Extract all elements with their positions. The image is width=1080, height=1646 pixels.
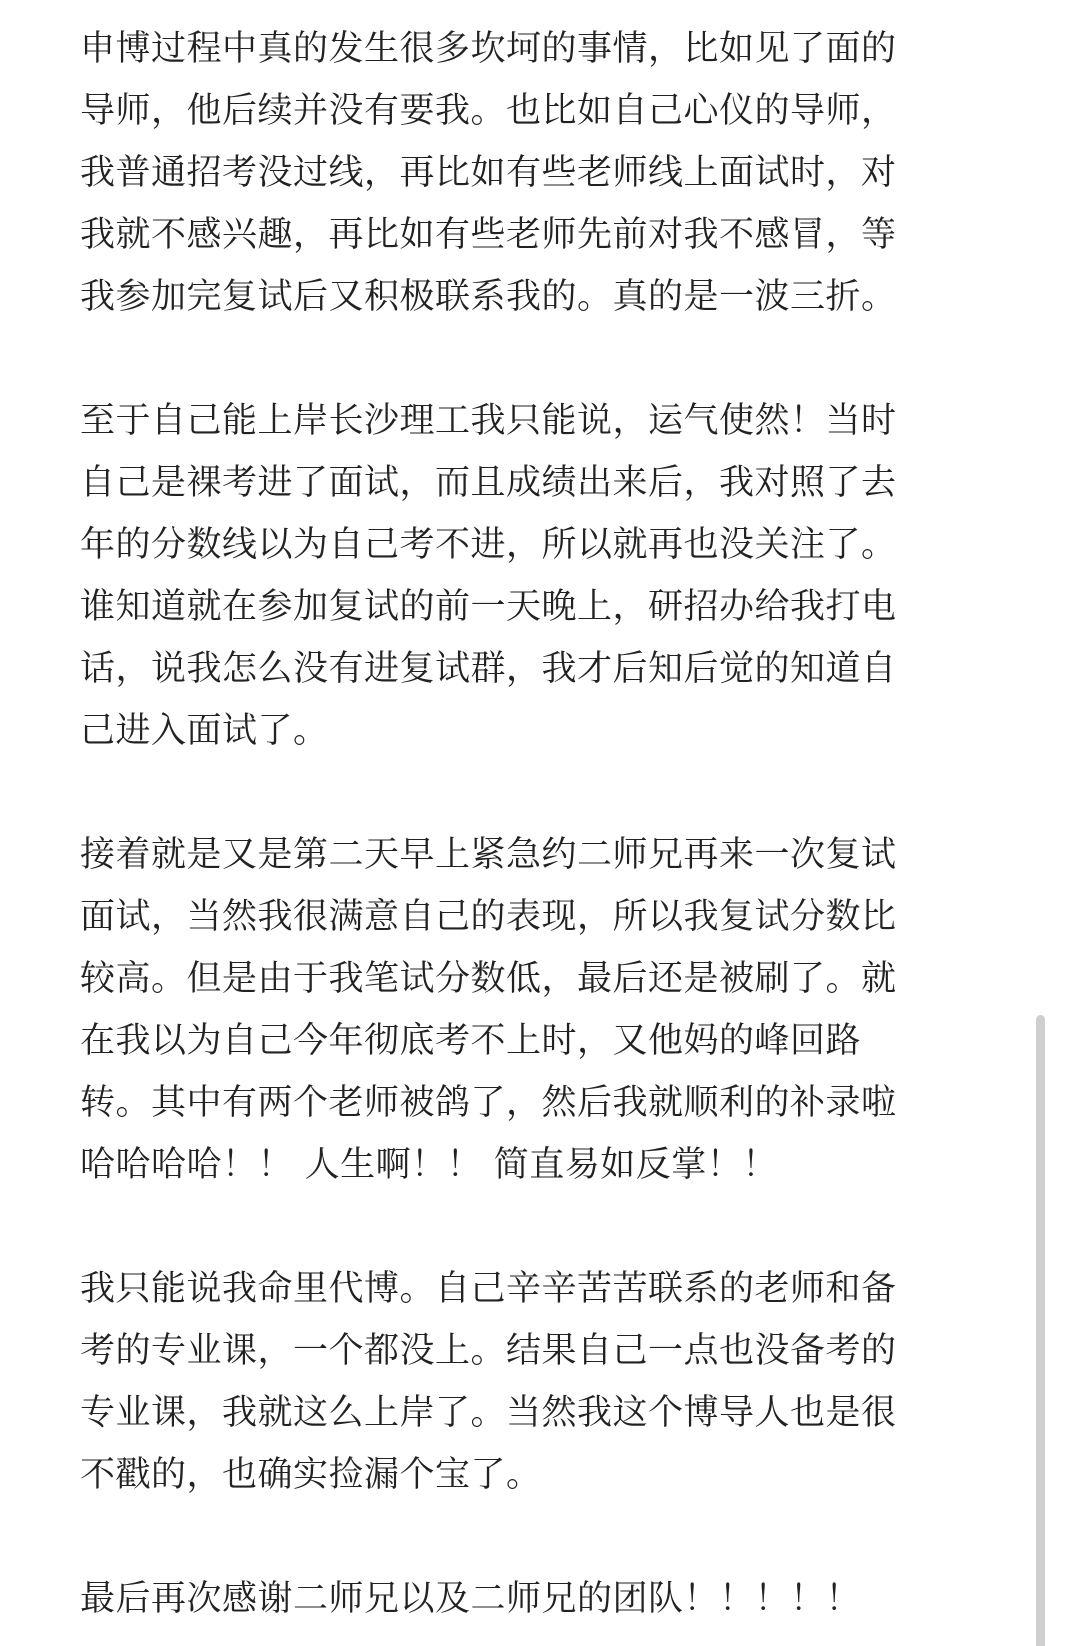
text-line: 面试，当然我很满意自己的表现，所以我复试分数比	[80, 897, 897, 937]
text-line: 我只能说我命里代博。自己辛辛苦苦联系的老师和备	[80, 1269, 897, 1309]
text-line: 话，说我怎么没有进复试群，我才后知后觉的知道自	[80, 649, 897, 689]
article-body	[80, 18, 960, 1646]
text-line: 谁知道就在参加复试的前一天晚上，研招办给我打电	[80, 587, 897, 627]
text-line: 接着就是又是第二天早上紧急约二师兄再来一次复试	[80, 835, 897, 875]
text-line: 我参加完复试后又积极联系我的。真的是一波三折。	[80, 277, 897, 317]
text-line: 考的专业课，一个都没上。结果自己一点也没备考的	[80, 1331, 897, 1371]
paragraph-2	[80, 390, 960, 762]
text-line: 申博过程中真的发生很多坎坷的事情，比如见了面的	[80, 29, 897, 69]
text-line: 较高。但是由于我笔试分数低，最后还是被刷了。就	[80, 959, 897, 999]
text-line: 导师，他后续并没有要我。也比如自己心仪的导师，	[80, 91, 897, 131]
text-line: 哈哈哈哈！！ 人生啊！！ 简直易如反掌！！	[80, 1145, 778, 1185]
text-line: 己进入面试了。	[80, 711, 329, 751]
paragraph-4	[80, 1258, 960, 1506]
text-line: 在我以为自己今年彻底考不上时，又他妈的峰回路	[80, 1021, 862, 1061]
text-line: 我普通招考没过线，再比如有些老师线上面试时，对	[80, 153, 897, 193]
text-line: 专业课，我就这么上岸了。当然我这个博导人也是很	[80, 1393, 897, 1433]
scrollbar-thumb[interactable]	[1036, 1015, 1045, 1646]
text-line: 我就不感兴趣，再比如有些老师先前对我不感冒，等	[80, 215, 897, 255]
text-line: 不戳的，也确实捡漏个宝了。	[80, 1455, 542, 1495]
text-line: 至于自己能上岸长沙理工我只能说，运气使然！当时	[80, 401, 897, 441]
text-line: 自己是裸考进了面试，而且成绩出来后，我对照了去	[80, 463, 897, 503]
text-line: 转。其中有两个老师被鸽了，然后我就顺利的补录啦	[80, 1083, 897, 1123]
paragraph-5	[80, 1568, 960, 1630]
paragraph-3	[80, 824, 960, 1196]
paragraph-1	[80, 18, 960, 328]
text-line: 年的分数线以为自己考不进，所以就再也没关注了。	[80, 525, 897, 565]
text-line: 最后再次感谢二师兄以及二师兄的团队！！！！！	[80, 1579, 862, 1619]
